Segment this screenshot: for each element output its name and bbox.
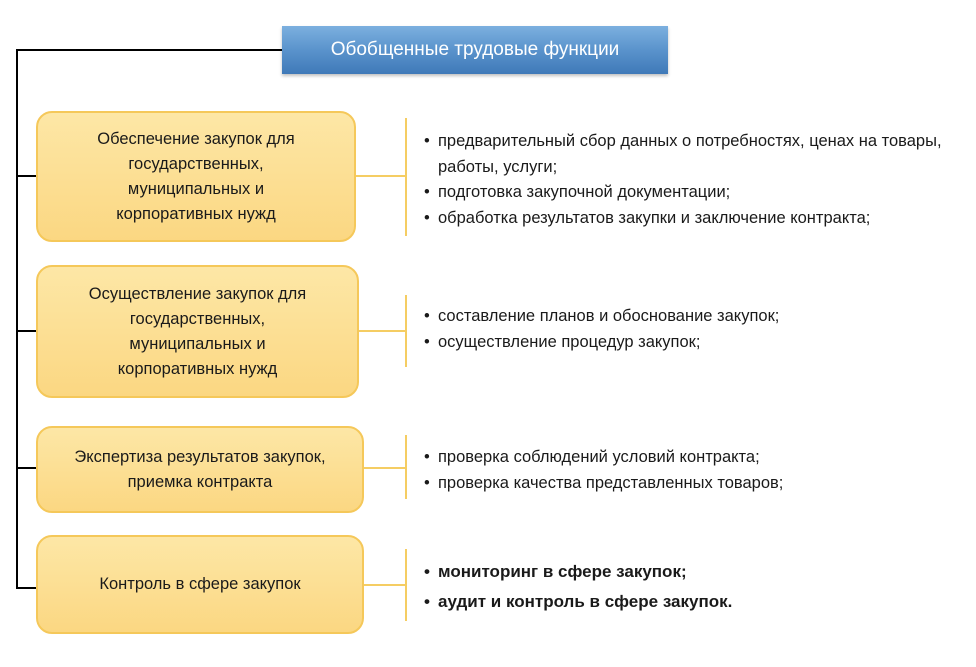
function-4-line-1: Контроль в сфере закупок [99,575,301,593]
bullet-icon: • [424,183,430,201]
tree-branch-3 [16,467,36,469]
task-list-1 [424,129,944,231]
task-1-2 [424,180,944,206]
bracket-4 [405,549,407,621]
connector-1 [356,175,406,177]
bracket-3 [405,435,407,499]
task-text: составление планов и обоснование закупок; [438,307,780,325]
task-3-1 [424,445,944,471]
bullet-icon: • [424,473,430,492]
task-text: осуществление процедур закупок; [438,332,701,351]
function-box-3 [36,426,364,513]
task-list-3 [424,445,944,496]
connector-3 [364,467,406,469]
bullet-icon: • [424,332,430,351]
function-3-line-2: приемка контракта [127,472,273,491]
task-4-1 [424,557,944,587]
task-text: подготовка закупочной документации; [438,183,731,201]
task-2-1 [424,304,944,330]
function-1-line-1: Обеспечение закупок для [97,129,295,148]
task-text: мониторинг в сфере закупок; [438,562,687,581]
bullet-icon: • [424,307,430,325]
task-2-2 [424,330,944,356]
task-text: аудит и контроль в сфере закупок. [438,592,733,611]
task-text: предварительный сбор данных о потребностях, ценах на товары, работы, услуги; [438,132,942,176]
connector-4 [364,584,406,586]
bullet-icon: • [424,208,430,227]
task-text: проверка соблюдений условий контракта; [438,448,760,466]
bullet-icon: • [424,448,430,466]
tree-branch-2 [16,330,36,332]
tree-top-line [16,49,282,51]
function-1-line-4: корпоративных нужд [116,204,276,223]
task-text: проверка качества представленных товаров; [438,473,784,492]
function-box-1 [36,111,356,242]
bracket-2 [405,295,407,367]
bullet-icon: • [424,562,430,581]
task-1-1 [424,129,944,180]
function-1-line-2: государственных, [128,154,264,173]
tree-trunk [16,49,18,589]
task-text: обработка результатов закупки и заключение контракта; [438,208,871,227]
bullet-icon: • [424,132,430,150]
function-2-line-4: корпоративных нужд [117,359,278,378]
task-list-4 [424,557,944,617]
connector-2 [359,330,406,332]
function-2-line-2: государственных, [129,309,266,328]
function-2-line-3: муниципальных и [129,334,266,353]
bracket-1 [405,118,407,236]
task-4-2 [424,587,944,617]
function-box-4 [36,535,364,634]
function-1-line-3: муниципальных и [127,179,265,198]
tree-branch-1 [16,175,36,177]
task-3-2 [424,471,944,497]
task-1-3 [424,206,944,232]
tree-branch-4 [16,587,36,589]
task-list-2 [424,304,944,355]
function-2-line-1: Осуществление закупок для [88,284,307,303]
function-3-line-1: Экспертиза результатов закупок, [74,447,326,466]
function-box-2 [36,265,359,398]
diagram-title: Обобщенные трудовые функции [282,26,668,74]
bullet-icon: • [424,592,430,611]
